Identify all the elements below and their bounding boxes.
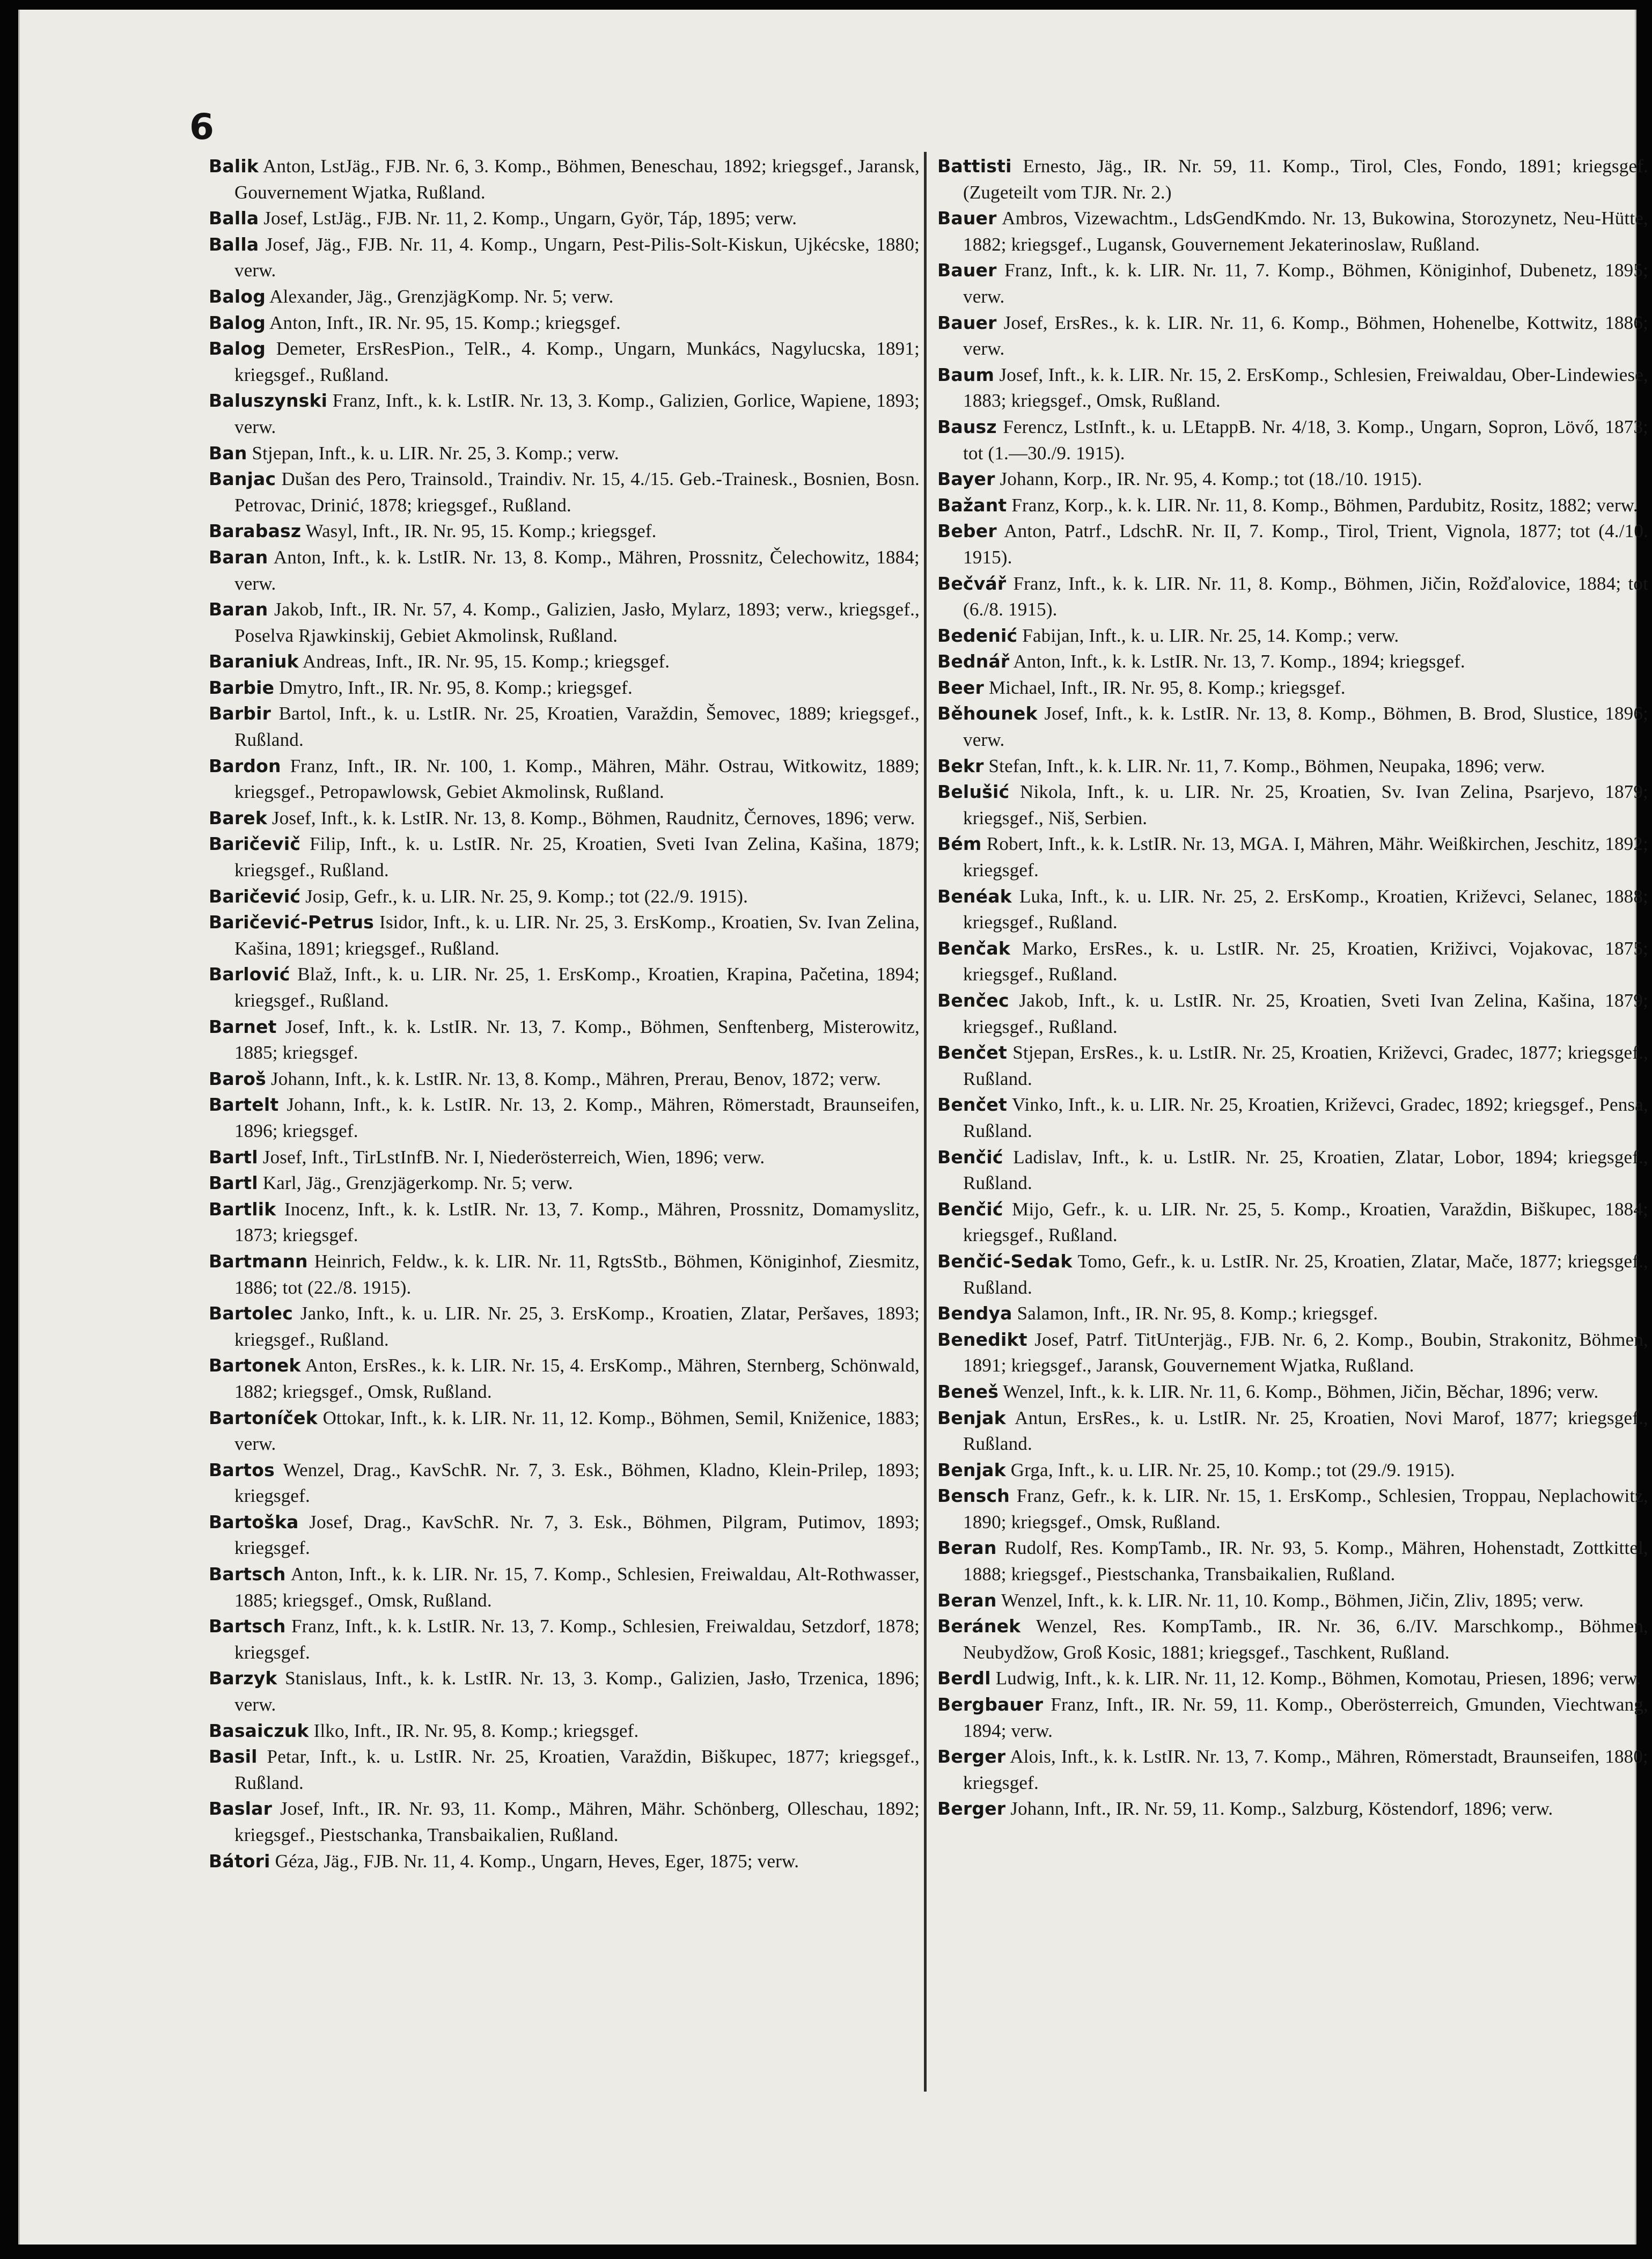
register-entry	[209, 701, 920, 753]
entry-details: Josef, Inft., k. k. LstIR. Nr. 13, 8. Komp., Böhmen, B. Brod, Slustice, 1896; verw.	[963, 703, 1649, 751]
register-entry	[937, 1145, 1648, 1197]
entry-surname: Baraniuk	[209, 651, 299, 672]
entry-surname: Benedikt	[937, 1329, 1027, 1350]
entry-surname: Barbir	[209, 703, 271, 724]
entry-details: Josef, Inft., k. k. LstIR. Nr. 13, 8. Komp., Böhmen, Raudnitz, Černoves, 1896; verw.	[271, 807, 915, 828]
register-entry	[209, 1561, 920, 1613]
register-entry	[937, 362, 1648, 414]
register-entry	[937, 466, 1648, 493]
register-entry	[937, 1744, 1648, 1796]
entry-details: Josef, Jäg., FJB. Nr. 11, 4. Komp., Ungarn, Pest-Pilis-Solt-Kiskun, Ujkécske, 1880; verw.	[234, 233, 920, 281]
register-entry	[209, 1849, 920, 1875]
entry-surname: Belušić	[937, 781, 1010, 803]
entry-details: Petar, Inft., k. u. LstIR. Nr. 25, Kroatien, Varaždin, Biškupec, 1877; kriegsgef., Rußland.	[234, 1746, 920, 1793]
register-entry	[937, 1535, 1648, 1587]
entry-surname: Beran	[937, 1589, 997, 1611]
entry-details: Josip, Gefr., k. u. LIR. Nr. 25, 9. Komp.; tot (22./9. 1915).	[305, 885, 748, 907]
register-entry	[937, 753, 1648, 780]
entry-details: Franz, Inft., k. k. LIR. Nr. 11, 8. Komp., Böhmen, Jičin, Rožďalovice, 1884; tot (6./8. 1915).	[963, 573, 1649, 620]
entry-surname: Baroš	[209, 1068, 267, 1089]
entry-details: Ilko, Inft., IR. Nr. 95, 8. Komp.; kriegsgef.	[313, 1720, 639, 1741]
entry-surname: Baluszynski	[209, 390, 328, 412]
register-entry	[937, 936, 1648, 988]
register-entry	[209, 649, 920, 675]
register-entry	[937, 988, 1648, 1040]
entry-surname: Bečvář	[937, 573, 1007, 594]
entry-details: Anton, Patrf., LdschR. Nr. II, 7. Komp., Tirol, Trient, Vignola, 1877; tot (4./10. 1915).	[963, 520, 1648, 568]
register-entry	[937, 206, 1648, 258]
entry-surname: Barabasz	[209, 520, 302, 542]
register-entry	[937, 675, 1648, 701]
entry-details: Karl, Jäg., Grenzjägerkomp. Nr. 5; verw.	[262, 1172, 573, 1194]
register-entry	[937, 1301, 1648, 1327]
register-entry	[209, 1197, 920, 1249]
register-entry	[937, 831, 1648, 883]
register-entry	[937, 1197, 1648, 1249]
register-entry	[209, 310, 920, 336]
register-entry	[209, 1405, 920, 1457]
entry-surname: Barzyk	[209, 1668, 277, 1689]
entry-details: Wenzel, Inft., k. k. LIR. Nr. 11, 10. Komp., Böhmen, Jičin, Zliv, 1895; verw.	[1001, 1589, 1584, 1611]
entry-surname: Bém	[937, 833, 982, 855]
entry-surname: Bedenić	[937, 625, 1018, 646]
column-divider	[924, 152, 927, 2092]
register-entry	[937, 518, 1648, 570]
entry-surname: Baričević-Petrus	[209, 912, 374, 933]
entry-surname: Balla	[209, 208, 259, 229]
entry-details: Ernesto, Jäg., IR. Nr. 59, 11. Komp., Tirol, Cles, Fondo, 1891; kriegsgef. (Zugeteilt vom TJR. Nr. 2.)	[963, 156, 1648, 203]
entry-surname: Balik	[209, 156, 259, 177]
register-entry	[937, 153, 1648, 206]
entry-details: Ladislav, Inft., k. u. LstIR. Nr. 25, Kroatien, Zlatar, Lobor, 1894; kriegsgef., Rußland.	[963, 1146, 1649, 1194]
entry-details: Robert, Inft., k. k. LstIR. Nr. 13, MGA. I, Mähren, Mähr. Weißkirchen, Jeschitz, 1892; kriegsgef.	[963, 833, 1648, 881]
entry-surname: Bartsch	[209, 1616, 286, 1637]
entry-details: Inocenz, Inft., k. k. LstIR. Nr. 13, 7. Komp., Mähren, Prossnitz, Domamyslitz, 1873; kriegsgef.	[234, 1198, 920, 1246]
register-entry	[209, 1092, 920, 1144]
register-entry	[209, 1457, 920, 1509]
entry-details: Dmytro, Inft., IR. Nr. 95, 8. Komp.; kriegsgef.	[279, 677, 633, 698]
register-entry	[209, 910, 920, 962]
entry-details: Josef, Inft., IR. Nr. 93, 11. Komp., Mähren, Mähr. Schönberg, Olleschau, 1892; kriegsgef., Piestschanka, Transbaikalien, Rußland.	[234, 1798, 920, 1845]
entry-details: Josef, ErsRes., k. k. LIR. Nr. 11, 6. Komp., Böhmen, Hohenelbe, Kottwitz, 1886; verw.	[963, 312, 1648, 360]
entry-details: Wenzel, Drag., KavSchR. Nr. 7, 3. Esk., Böhmen, Kladno, Klein-Prilep, 1893; kriegsgef.	[234, 1459, 920, 1507]
register-entry	[937, 1796, 1648, 1822]
entry-surname: Bažant	[937, 494, 1007, 516]
entry-surname: Beránek	[937, 1616, 1021, 1637]
register-entry	[209, 232, 920, 284]
entry-surname: Battisti	[937, 156, 1012, 177]
entry-details: Demeter, ErsResPion., TelR., 4. Komp., Ungarn, Munkács, Nagylucska, 1891; kriegsgef., Rußland.	[234, 338, 920, 385]
entry-surname: Bayer	[937, 468, 995, 490]
entry-details: Wenzel, Inft., k. k. LIR. Nr. 11, 6. Komp., Böhmen, Jičin, Běchar, 1896; verw.	[1003, 1381, 1599, 1402]
register-entry	[209, 518, 920, 545]
entry-details: Luka, Inft., k. u. LIR. Nr. 25, 2. ErsKomp., Kroatien, Križevci, Selanec, 1888; kriegsgef., Rußland.	[963, 885, 1648, 933]
entry-details: Grga, Inft., k. u. LIR. Nr. 25, 10. Komp.; tot (29./9. 1915).	[1010, 1459, 1455, 1480]
register-entry	[209, 153, 920, 206]
entry-surname: Bauer	[937, 312, 997, 333]
entry-details: Ferencz, LstInft., k. u. LEtappB. Nr. 4/18, 3. Komp., Ungarn, Sopron, Lövő, 1873; tot (1.—30./9. 1915).	[963, 416, 1648, 464]
entry-surname: Baričević	[209, 885, 301, 907]
entry-details: Josef, Inft., TirLstInfB. Nr. I, Niederösterreich, Wien, 1896; verw.	[262, 1146, 765, 1168]
entry-details: Franz, Gefr., k. k. LIR. Nr. 15, 1. ErsKomp., Schlesien, Troppau, Neplachowitz, 1890; kriegsgef., Omsk, Rußland.	[963, 1485, 1649, 1532]
register-entry	[937, 884, 1648, 936]
register-entry	[209, 1170, 920, 1197]
register-entry	[937, 1692, 1648, 1744]
entry-surname: Banjac	[209, 468, 276, 490]
entry-surname: Bednář	[937, 651, 1010, 672]
entry-surname: Beer	[937, 677, 984, 698]
register-entry	[937, 1092, 1648, 1144]
entry-surname: Bátori	[209, 1850, 270, 1872]
entry-surname: Bardon	[209, 755, 281, 776]
entry-details: Rudolf, Res. KompTamb., IR. Nr. 93, 5. Komp., Mähren, Hohenstadt, Zottkittel, 1888; kriegsgef., Piestschanka, Transbaikalien, Rußland.	[963, 1537, 1648, 1585]
entry-surname: Barbie	[209, 677, 275, 698]
entry-details: Vinko, Inft., k. u. LIR. Nr. 25, Kroatien, Križevci, Gradec, 1892; kriegsgef., Pensa, Rußland.	[963, 1094, 1648, 1141]
entry-surname: Benčić	[937, 1146, 1003, 1168]
entry-details: Johann, Inft., IR. Nr. 59, 11. Komp., Salzburg, Köstendorf, 1896; verw.	[1010, 1798, 1553, 1820]
register-entry	[209, 597, 920, 649]
entry-surname: Bausz	[937, 416, 997, 437]
entry-details: Franz, Inft., IR. Nr. 100, 1. Komp., Mähren, Mähr. Ostrau, Witkowitz, 1889; kriegsgef., Petropawlowsk, Gebiet Akmolinsk, Rußland.	[234, 755, 920, 803]
register-entry	[209, 675, 920, 701]
register-entry	[937, 571, 1648, 623]
entry-details: Johann, Inft., k. k. LstIR. Nr. 13, 8. Komp., Mähren, Prerau, Benov, 1872; verw.	[270, 1068, 882, 1089]
entry-surname: Bartsch	[209, 1564, 286, 1585]
entry-details: Heinrich, Feldw., k. k. LIR. Nr. 11, RgtsStb., Böhmen, Königinhof, Ziesmitz, 1886; tot (22./8. 1915).	[234, 1250, 920, 1298]
entry-surname: Bartl	[209, 1172, 258, 1194]
register-entry	[937, 1613, 1648, 1666]
entry-surname: Benčec	[937, 990, 1009, 1011]
register-entry	[209, 1249, 920, 1301]
register-entry	[937, 1457, 1648, 1484]
entry-surname: Bartoníček	[209, 1407, 318, 1428]
register-entry	[209, 831, 920, 883]
register-entry	[937, 1483, 1648, 1535]
register-entry	[209, 441, 920, 467]
entry-surname: Baslar	[209, 1798, 273, 1820]
register-entry	[209, 1666, 920, 1718]
entry-details: Franz, Inft., k. k. LstIR. Nr. 13, 7. Komp., Schlesien, Freiwaldau, Setzdorf, 1878; kriegsgef.	[234, 1616, 920, 1663]
register-entry	[209, 206, 920, 232]
entry-surname: Balog	[209, 285, 266, 307]
entry-details: Fabijan, Inft., k. u. LIR. Nr. 25, 14. Komp.; verw.	[1022, 625, 1399, 646]
register-entry	[209, 884, 920, 910]
entry-details: Antun, ErsRes., k. u. LstIR. Nr. 25, Kroatien, Novi Marof, 1877; kriegsgef., Rußland.	[963, 1407, 1648, 1455]
register-entry	[209, 1353, 920, 1405]
register-entry	[937, 1405, 1648, 1457]
entry-details: Anton, ErsRes., k. k. LIR. Nr. 15, 4. ErsKomp., Mähren, Sternberg, Schönwald, 1882; kriegsgef., Omsk, Rußland.	[234, 1355, 920, 1402]
register-entry	[937, 701, 1648, 753]
entry-surname: Balla	[209, 233, 259, 255]
entry-details: Tomo, Gefr., k. u. LstIR. Nr. 25, Kroatien, Zlatar, Mače, 1877; kriegsgef., Rußland.	[963, 1250, 1648, 1298]
entry-surname: Baričevič	[209, 833, 301, 855]
entry-details: Michael, Inft., IR. Nr. 95, 8. Komp.; kriegsgef.	[988, 677, 1346, 698]
entry-details: Anton, Inft., k. k. LstIR. Nr. 13, 8. Komp., Mähren, Prossnitz, Čelechowitz, 1884; verw.	[234, 546, 920, 594]
register-entry	[209, 1301, 920, 1353]
entry-surname: Berdl	[937, 1668, 991, 1689]
register-entry	[209, 1014, 920, 1066]
entry-details: Géza, Jäg., FJB. Nr. 11, 4. Komp., Ungarn, Heves, Eger, 1875; verw.	[275, 1850, 799, 1872]
entry-details: Franz, Inft., IR. Nr. 59, 11. Komp., Oberösterreich, Gmunden, Viechtwang, 1894; verw.	[963, 1694, 1648, 1741]
register-entry	[937, 649, 1648, 675]
entry-details: Andreas, Inft., IR. Nr. 95, 15. Komp.; kriegsgef.	[302, 651, 670, 672]
entry-surname: Beber	[937, 520, 997, 542]
entry-surname: Bartelt	[209, 1094, 279, 1116]
register-entry	[209, 1066, 920, 1092]
entry-surname: Ban	[209, 442, 247, 464]
entry-surname: Basaiczuk	[209, 1720, 309, 1741]
entry-surname: Bekr	[937, 755, 984, 776]
register-entry	[937, 623, 1648, 649]
register-entry	[937, 258, 1648, 310]
entry-surname: Bartonek	[209, 1355, 301, 1376]
entry-surname: Beneš	[937, 1381, 999, 1402]
entry-surname: Basil	[209, 1746, 258, 1767]
register-entry	[209, 1509, 920, 1561]
entry-details: Stjepan, ErsRes., k. u. LstIR. Nr. 25, Kroatien, Križevci, Gradec, 1877; kriegsgef., Rußland.	[963, 1042, 1648, 1089]
entry-details: Blaž, Inft., k. u. LIR. Nr. 25, 1. ErsKomp., Kroatien, Krapina, Pačetina, 1894; kriegsgef., Rußland.	[234, 964, 920, 1011]
register-entry	[937, 414, 1648, 466]
entry-details: Anton, Inft., IR. Nr. 95, 15. Komp.; kriegsgef.	[269, 312, 621, 333]
entry-details: Wasyl, Inft., IR. Nr. 95, 15. Komp.; kriegsgef.	[305, 520, 657, 542]
entry-surname: Bartos	[209, 1459, 275, 1480]
entry-details: Stjepan, Inft., k. u. LIR. Nr. 25, 3. Komp.; verw.	[252, 442, 619, 464]
entry-details: Josef, LstJäg., FJB. Nr. 11, 2. Komp., Ungarn, Györ, Táp, 1895; verw.	[263, 208, 797, 229]
entry-surname: Benjak	[937, 1407, 1006, 1428]
entry-surname: Baran	[209, 546, 268, 568]
register-entry	[209, 284, 920, 310]
entry-surname: Bartolec	[209, 1303, 293, 1324]
right-column	[937, 153, 1648, 1822]
entry-details: Josef, Patrf. TitUnterjäg., FJB. Nr. 6, 2. Komp., Boubin, Strakonitz, Böhmen, 1891; kriegsgef., Jaransk, Gouvernement Wjatka, Rußland.	[963, 1329, 1648, 1376]
entry-surname: Bauer	[937, 260, 997, 281]
entry-surname: Baran	[209, 599, 268, 620]
entry-surname: Bergbauer	[937, 1694, 1044, 1715]
entry-surname: Barek	[209, 807, 268, 828]
entry-details: Marko, ErsRes., k. u. LstIR. Nr. 25, Kroatien, Križivci, Vojakovac, 1875; kriegsgef., Rußland.	[963, 937, 1648, 985]
entry-surname: Beran	[937, 1537, 997, 1559]
register-entry	[937, 1588, 1648, 1614]
entry-details: Isidor, Inft., k. u. LIR. Nr. 25, 3. ErsKomp., Kroatien, Sv. Ivan Zelina, Kašina, 1891; kriegsgef., Rußland.	[234, 912, 920, 959]
register-entry	[209, 962, 920, 1014]
entry-details: Mijo, Gefr., k. u. LIR. Nr. 25, 5. Komp., Kroatien, Varaždin, Biškupec, 1884; kriegsgef., Rußland.	[963, 1198, 1649, 1246]
register-entry	[209, 1744, 920, 1796]
page-number: 6	[189, 106, 214, 148]
register-entry	[209, 466, 920, 518]
entry-details: Jakob, Inft., IR. Nr. 57, 4. Komp., Galizien, Jasło, Mylarz, 1893; verw., kriegsgef., Poselva Rjawkinskij, Gebiet Akmolinsk, Rußland.	[234, 599, 920, 646]
entry-details: Stefan, Inft., k. k. LIR. Nr. 11, 7. Komp., Böhmen, Neupaka, 1896; verw.	[988, 755, 1545, 776]
register-entry	[937, 493, 1648, 519]
register-entry	[209, 1613, 920, 1666]
entry-surname: Bensch	[937, 1485, 1010, 1507]
entry-details: Alois, Inft., k. k. LstIR. Nr. 13, 7. Komp., Mähren, Römerstadt, Braunseifen, 1880; kriegsgef.	[963, 1746, 1648, 1793]
entry-details: Ottokar, Inft., k. k. LIR. Nr. 11, 12. Komp., Böhmen, Semil, Kniženice, 1883; verw.	[234, 1407, 920, 1455]
entry-details: Josef, Inft., k. k. LstIR. Nr. 13, 7. Komp., Böhmen, Senftenberg, Misterowitz, 1885; kriegsgef.	[234, 1016, 920, 1064]
entry-details: Anton, Inft., k. k. LstIR. Nr. 13, 7. Komp., 1894; kriegsgef.	[1013, 651, 1465, 672]
register-entry	[209, 336, 920, 388]
register-entry	[937, 1666, 1648, 1692]
entry-details: Janko, Inft., k. u. LIR. Nr. 25, 3. ErsKomp., Kroatien, Zlatar, Peršaves, 1893; kriegsgef., Rußland.	[234, 1303, 920, 1350]
register-entry	[209, 1796, 920, 1848]
entry-details: Ludwig, Inft., k. k. LIR. Nr. 11, 12. Komp., Böhmen, Komotau, Priesen, 1896; verw.	[995, 1668, 1641, 1689]
entry-details: Stanislaus, Inft., k. k. LstIR. Nr. 13, 3. Komp., Galizien, Jasło, Trzenica, 1896; verw.	[234, 1668, 920, 1715]
entry-surname: Berger	[937, 1798, 1006, 1820]
entry-surname: Balog	[209, 338, 266, 360]
register-entry	[937, 1249, 1648, 1301]
register-entry	[937, 1040, 1648, 1092]
entry-surname: Benjak	[937, 1459, 1006, 1480]
entry-details: Johann, Inft., k. k. LstIR. Nr. 13, 2. Komp., Mähren, Römerstadt, Braunseifen, 1896; kriegsgef.	[234, 1094, 920, 1141]
entry-surname: Bartlik	[209, 1198, 276, 1220]
entry-surname: Benčić	[937, 1198, 1003, 1220]
entry-details: Filip, Inft., k. u. LstIR. Nr. 25, Kroatien, Sveti Ivan Zelina, Kašina, 1879; kriegsgef., Rußland.	[234, 833, 920, 881]
register-entry	[209, 753, 920, 805]
left-column	[209, 153, 920, 1874]
entry-surname: Bartoška	[209, 1511, 299, 1532]
entry-details: Wenzel, Res. KompTamb., IR. Nr. 36, 6./IV. Marschkomp., Böhmen, Neubydžow, Groß Kosic, 1881; kriegsgef., Taschkent, Rußland.	[963, 1616, 1648, 1663]
entry-surname: Benčić-Sedak	[937, 1250, 1073, 1272]
entry-surname: Běhounek	[937, 703, 1038, 724]
register-entry	[937, 1327, 1648, 1379]
entry-surname: Benčet	[937, 1094, 1007, 1116]
entry-details: Franz, Inft., k. k. LIR. Nr. 11, 7. Komp., Böhmen, Königinhof, Dubenetz, 1895; verw.	[963, 260, 1649, 307]
entry-details: Ambros, Vizewachtm., LdsGendKmdo. Nr. 13, Bukowina, Storozynetz, Neu-Hütte, 1882; kriegsgef., Lugansk, Gouvernement Jekaterinoslaw, Rußland.	[963, 208, 1648, 255]
register-entry	[209, 805, 920, 832]
register-entry	[937, 310, 1648, 362]
entry-details: Nikola, Inft., k. u. LIR. Nr. 25, Kroatien, Sv. Ivan Zelina, Psarjevo, 1879; kriegsgef., Niš, Serbien.	[963, 781, 1649, 828]
entry-details: Josef, Inft., k. k. LIR. Nr. 15, 2. ErsKomp., Schlesien, Freiwaldau, Ober-Lindewiese, 1883; kriegsgef., Omsk, Rußland.	[963, 364, 1648, 412]
entry-details: Johann, Korp., IR. Nr. 95, 4. Komp.; tot (18./10. 1915).	[1000, 468, 1422, 490]
entry-details: Franz, Korp., k. k. LIR. Nr. 11, 8. Komp., Böhmen, Pardubitz, Rositz, 1882; verw.	[1011, 494, 1638, 516]
entry-surname: Benéak	[937, 885, 1012, 907]
entry-surname: Benčet	[937, 1042, 1007, 1064]
entry-details: Alexander, Jäg., GrenzjägKomp. Nr. 5; verw.	[269, 285, 614, 307]
entry-surname: Bauer	[937, 208, 997, 229]
entry-surname: Benčak	[937, 937, 1011, 959]
register-entry	[209, 1145, 920, 1171]
entry-details: Anton, Inft., k. k. LIR. Nr. 15, 7. Komp., Schlesien, Freiwaldau, Alt-Rothwasser, 1885; kriegsgef., Omsk, Rußland.	[234, 1564, 920, 1611]
register-entry	[209, 545, 920, 597]
entry-details: Salamon, Inft., IR. Nr. 95, 8. Komp.; kriegsgef.	[1017, 1303, 1378, 1324]
register-entry	[937, 1379, 1648, 1405]
entry-surname: Barnet	[209, 1016, 277, 1037]
entry-surname: Baum	[937, 364, 995, 385]
register-entry	[209, 388, 920, 440]
entry-details: Anton, LstJäg., FJB. Nr. 6, 3. Komp., Böhmen, Beneschau, 1892; kriegsgef., Jaransk, Gouvernement Wjatka, Rußland.	[234, 156, 920, 203]
entry-details: Bartol, Inft., k. u. LstIR. Nr. 25, Kroatien, Varaždin, Šemovec, 1889; kriegsgef., Rußland.	[234, 703, 920, 751]
entry-details: Franz, Inft., k. k. LstIR. Nr. 13, 3. Komp., Galizien, Gorlice, Wapiene, 1893; verw.	[234, 390, 920, 437]
entry-surname: Balog	[209, 312, 266, 333]
entry-surname: Bendya	[937, 1303, 1012, 1324]
register-entry	[209, 1718, 920, 1744]
entry-details: Dušan des Pero, Trainsold., Traindiv. Nr. 15, 4./15. Geb.-Trainesk., Bosnien, Bosn. Petrovac, Drinić, 1878; kriegsgef., Rußland.	[234, 468, 920, 516]
entry-surname: Barlović	[209, 964, 290, 985]
entry-details: Josef, Drag., KavSchR. Nr. 7, 3. Esk., Böhmen, Pilgram, Putimov, 1893; kriegsgef.	[234, 1511, 920, 1559]
entry-surname: Bartl	[209, 1146, 258, 1168]
register-entry	[937, 779, 1648, 831]
entry-details: Jakob, Inft., k. u. LstIR. Nr. 25, Kroatien, Sveti Ivan Zelina, Kašina, 1879; kriegsgef., Rußland.	[963, 990, 1649, 1037]
document-page	[18, 10, 1649, 2245]
entry-surname: Berger	[937, 1746, 1006, 1767]
entry-surname: Bartmann	[209, 1250, 308, 1272]
